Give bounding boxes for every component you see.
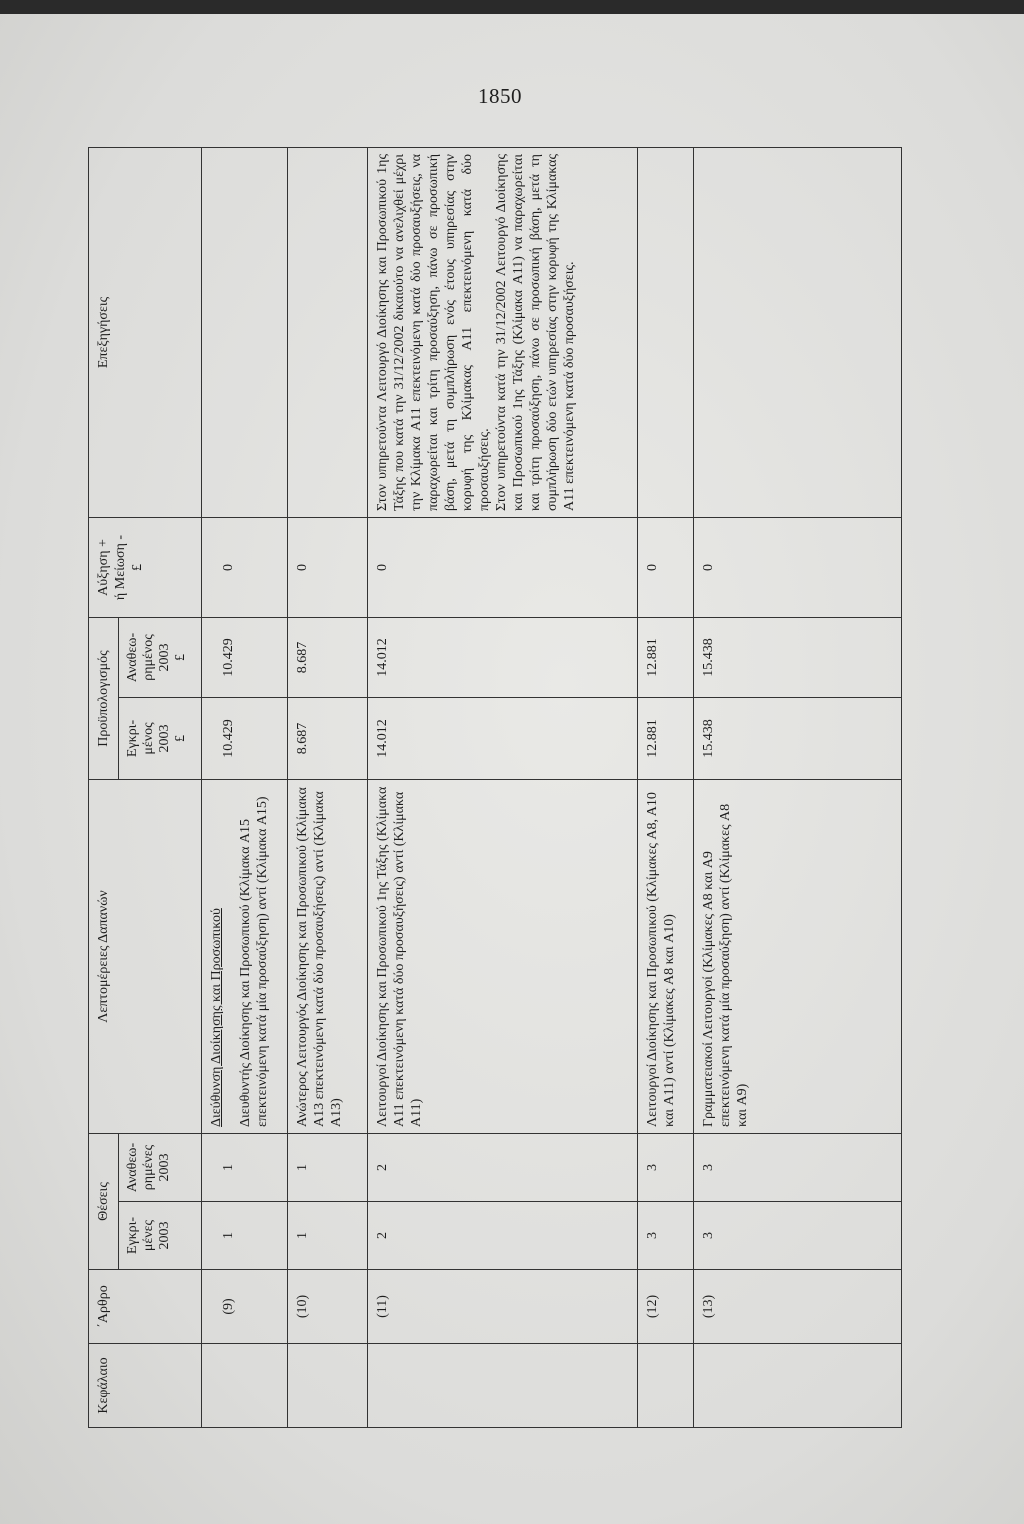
cell-kefalaio bbox=[694, 1344, 902, 1428]
anatheoremenes-value: 1 bbox=[221, 1164, 236, 1171]
cell-afxisi bbox=[202, 517, 288, 617]
afxisi-value: 0 bbox=[288, 517, 368, 617]
details-text: Γραμματειακοί Λειτουργοί (Κλίμακες A8 και A9 επεκτεινόμενη κατά μία προσαύξηση) αντί (Κλίμακες A8 και A9) bbox=[694, 779, 902, 1133]
egkrimenos-value: 15.438 bbox=[694, 697, 902, 779]
table-row bbox=[288, 147, 368, 1427]
anatheoremenes-value: 3 bbox=[694, 1133, 902, 1201]
rotated-table-container bbox=[88, 148, 902, 1428]
details-text: Λειτουργοί Διοίκησης και Προσωπικού (Κλίμακες A8, A10 και A11) αντί (Κλίμακες A8 και A10) bbox=[638, 779, 694, 1133]
anatheoremenos-value: 12.881 bbox=[638, 617, 694, 697]
explanation-paragraph-1: Στον υπηρετούντα Λειτουργό Διοίκησης και Προσωπικού 1ης Τάξης που κατά την 31/12/2002 δικαιούτο να ανελιχθεί μέχρι την Κλίμακα A11 επεκτεινόμενη κατά δύο προσαυξήσεις, να παραχωρείται και τρίτη προσαύξηση, πάνω σε προσωπική βάση, μετά τη συμπλήρωση ενός έτους υπηρεσίας στην κορυφή της Κλίμακας A11 επεκτεινόμενη κατά δύο προσαυξήσεις. bbox=[375, 153, 492, 511]
egkrimenos-value: 14.012 bbox=[368, 697, 638, 779]
header-group-row bbox=[89, 147, 119, 1427]
details-text: Ανώτερος Λειτουργός Διοίκησης και Προσωπικού (Κλίμακα A13 επεκτεινόμενη κατά δύο προσαυξήσεις) αντί (Κλίμακα A13) bbox=[288, 779, 368, 1133]
afxisi-value: 0 bbox=[221, 563, 236, 571]
afxisi-value: 0 bbox=[368, 517, 638, 617]
egkrimenes-value: 3 bbox=[694, 1202, 902, 1270]
arthro-value: (13) bbox=[694, 1270, 902, 1344]
cell-kefalaio bbox=[368, 1344, 638, 1428]
budget-table bbox=[88, 147, 902, 1428]
anatheoremenes-value: 3 bbox=[638, 1133, 694, 1201]
header-theseis: Θέσεις bbox=[89, 1133, 119, 1269]
cell-epexigisi bbox=[288, 147, 368, 517]
anatheoremenos-value: 14.012 bbox=[368, 617, 638, 697]
cell-epexigisi bbox=[694, 147, 902, 517]
cell-anatheoremenos bbox=[202, 617, 288, 697]
header-egkrimenos: Εγκρι- μένος 2003 £ bbox=[119, 697, 202, 779]
anatheoremenos-value: 15.438 bbox=[694, 617, 902, 697]
anatheoremenes-value: 2 bbox=[368, 1133, 638, 1201]
cell-epexigisi bbox=[638, 147, 694, 517]
cell-epexigisi bbox=[368, 147, 638, 517]
arthro-value: (10) bbox=[288, 1270, 368, 1344]
details-text: Διευθυντής Διοίκησης και Προσωπικού (Κλίμακα A15 επεκτεινόμενη κατά μία προσαύξηση) αντί (Κλίμακα A15) bbox=[238, 796, 270, 1127]
afxisi-value: 0 bbox=[694, 517, 902, 617]
cell-anatheoremenes bbox=[202, 1133, 288, 1201]
anatheoremenos-value: 8.687 bbox=[288, 617, 368, 697]
cell-kefalaio bbox=[638, 1344, 694, 1428]
egkrimenes-value: 3 bbox=[638, 1202, 694, 1270]
egkrimenes-value: 1 bbox=[288, 1202, 368, 1270]
header-epexigiseis: Επεξηγήσεις bbox=[89, 147, 202, 517]
header-proypologismos: Προϋπολογισμός bbox=[89, 617, 119, 779]
egkrimenes-value: 1 bbox=[221, 1232, 236, 1239]
header-kefalaio: Κεφάλαιο bbox=[89, 1344, 202, 1428]
anatheoremenes-value: 1 bbox=[288, 1133, 368, 1201]
egkrimenos-value: 10.429 bbox=[221, 719, 236, 758]
cell-egkrimenos bbox=[202, 697, 288, 779]
scan-edge-band bbox=[0, 0, 1024, 14]
cell-arthro bbox=[202, 1270, 288, 1344]
egkrimenos-value: 8.687 bbox=[288, 697, 368, 779]
cell-egkrimenes bbox=[202, 1202, 288, 1270]
table-row bbox=[638, 147, 694, 1427]
page-number: 1850 bbox=[478, 84, 522, 108]
anatheoremenos-value: 10.429 bbox=[221, 638, 236, 677]
cell-kefalaio bbox=[288, 1344, 368, 1428]
cell-epexigisi bbox=[202, 147, 288, 517]
table-row bbox=[694, 147, 902, 1427]
egkrimenos-value: 12.881 bbox=[638, 697, 694, 779]
section-heading: Διεύθυνση Διοίκησης και Προσωπικού bbox=[209, 908, 224, 1127]
header-afxisi: Αύξηση + ή Μείωση - £ bbox=[89, 517, 202, 617]
header-arthro: ΄Αρθρο bbox=[89, 1270, 202, 1344]
arthro-value: (11) bbox=[368, 1270, 638, 1344]
header-leptomereies: Λεπτομέρειες Δαπανών bbox=[89, 779, 202, 1133]
cell-details bbox=[202, 779, 288, 1133]
egkrimenes-value: 2 bbox=[368, 1202, 638, 1270]
arthro-value: (12) bbox=[638, 1270, 694, 1344]
cell-kefalaio bbox=[202, 1344, 288, 1428]
explanation-paragraph-2: Στον υπηρετούντα κατά την 31/12/2002 Λειτουργό Διοίκησης και Προσωπικού 1ης Τάξης (Κλίμακα A11) να παραχωρείται και τρίτη προσαύξηση, πάνω σε προσωπική βάση, μετά τη συμπλήρωση δύο ετών υπηρεσίας στην κορυφή της Κλίμακας A11 επεκτεινόμενη κατά δύο προσαυξήσεις. bbox=[494, 153, 577, 511]
afxisi-value: 0 bbox=[638, 517, 694, 617]
header-egkrimenes: Εγκρι- μένες 2003 bbox=[119, 1202, 202, 1270]
details-text: Λειτουργοί Διοίκησης και Προσωπικού 1ης Τάξης (Κλίμακα A11 επεκτεινόμενη κατά δύο προσαυξήσεις) αντί (Κλίμακα A11) bbox=[368, 779, 638, 1133]
header-anatheoremenos: Αναθεω- ρημένος 2003 £ bbox=[119, 617, 202, 697]
table-row bbox=[202, 147, 288, 1427]
arthro-value: (9) bbox=[221, 1298, 236, 1315]
header-anatheoremenes: Αναθεω- ρημένες 2003 bbox=[119, 1133, 202, 1201]
table-row bbox=[368, 147, 638, 1427]
